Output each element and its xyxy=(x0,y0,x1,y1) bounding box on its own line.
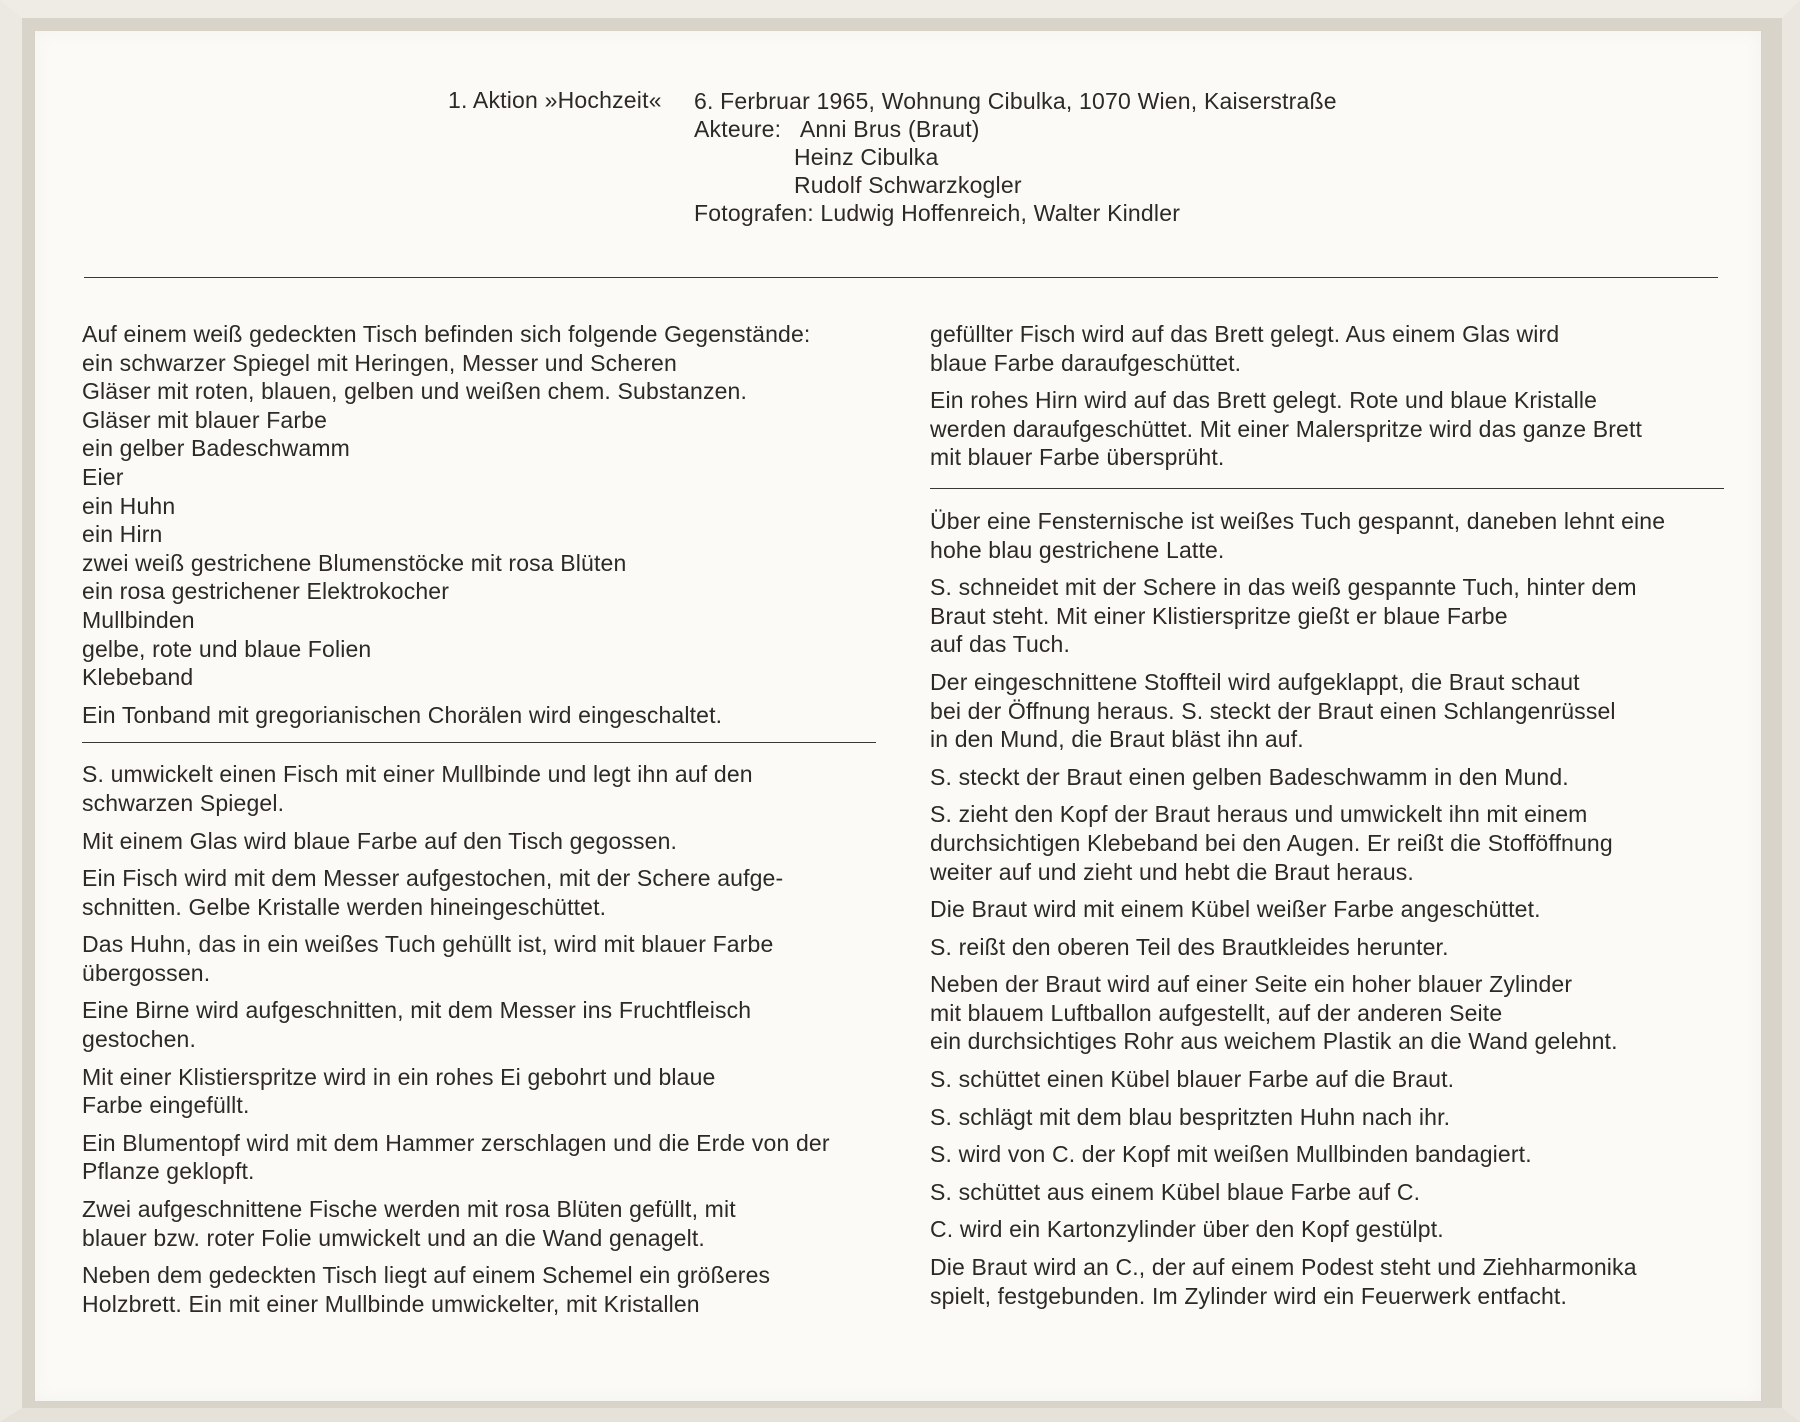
action-paragraph xyxy=(82,827,882,856)
text-line: S. schlägt mit dem blau bespritzten Huhn nach ihr. xyxy=(930,1103,1451,1130)
text-line: Ein Fisch wird mit dem Messer aufgestochen, mit der Schere aufge- xyxy=(82,865,784,892)
objects-intro: Auf einem weiß gedeckten Tisch befinden sich folgende Gegenstände: xyxy=(82,321,811,347)
object-item: Gläser mit roten, blauen, gelben und weißen chem. Substanzen. xyxy=(82,378,748,405)
object-item: ein Huhn xyxy=(82,492,176,519)
text-line: blauer bzw. roter Folie umwickelt und an die Wand genagelt. xyxy=(82,1224,705,1251)
text-line: in den Mund, die Braut bläst ihn auf. xyxy=(930,726,1304,753)
action-paragraph xyxy=(82,930,882,987)
text-line: gefüllter Fisch wird auf das Brett gelegt. Aus einem Glas wird xyxy=(930,321,1560,347)
text-line: C. wird ein Kartonzylinder über den Kopf gestülpt. xyxy=(930,1216,1444,1243)
object-item: ein schwarzer Spiegel mit Heringen, Messer und Scheren xyxy=(82,349,677,376)
text-line: mit blauem Luftballon aufgestellt, auf der anderen Seite xyxy=(930,999,1503,1026)
text-line: gestochen. xyxy=(82,1026,197,1053)
action-paragraph xyxy=(82,760,882,817)
section-divider xyxy=(930,488,1724,489)
document-sheet xyxy=(34,30,1762,1402)
text-line: hohe blau gestrichene Latte. xyxy=(930,536,1225,563)
text-line: S. reißt den oberen Teil des Brautkleides herunter. xyxy=(930,933,1449,960)
text-line: schwarzen Spiegel. xyxy=(82,789,285,816)
text-line: Die Braut wird mit einem Kübel weißer Farbe angeschüttet. xyxy=(930,896,1541,923)
text-line: Farbe eingefüllt. xyxy=(82,1092,250,1119)
object-item: gelbe, rote und blaue Folien xyxy=(82,635,372,662)
object-item: Mullbinden xyxy=(82,606,195,633)
text-line: spielt, festgebunden. Im Zylinder wird ein Feuerwerk entfacht. xyxy=(930,1282,1567,1309)
text-line: übergossen. xyxy=(82,959,211,986)
action-paragraph xyxy=(930,800,1730,886)
action-paragraph xyxy=(930,320,1730,377)
text-line: Der eingeschnittene Stoffteil wird aufgeklappt, die Braut schaut xyxy=(930,668,1580,695)
action-paragraph xyxy=(930,1253,1730,1310)
object-item: ein rosa gestrichener Elektrokocher xyxy=(82,578,450,605)
actions-list xyxy=(82,760,882,1318)
object-item: Klebeband xyxy=(82,664,194,691)
text-line: auf das Tuch. xyxy=(930,631,1071,658)
actor-name: Heinz Cibulka xyxy=(794,144,939,170)
text-line: schnitten. Gelbe Kristalle werden hineingeschüttet. xyxy=(82,893,607,920)
actions-list xyxy=(930,507,1730,1310)
object-item: Eier xyxy=(82,463,124,490)
text-line: werden daraufgeschüttet. Mit einer Malerspritze wird das ganze Brett xyxy=(930,415,1643,442)
tape-note: Ein Tonband mit gregorianischen Chorälen wird eingeschaltet. xyxy=(82,701,723,728)
header-details xyxy=(694,87,1337,227)
text-line: S. wird von C. der Kopf mit weißen Mullbinden bandagiert. xyxy=(930,1141,1532,1168)
continuation-list xyxy=(930,320,1730,472)
action-paragraph xyxy=(930,763,1730,792)
text-line: S. schüttet einen Kübel blauer Farbe auf die Braut. xyxy=(930,1066,1455,1093)
text-line: bei der Öffnung heraus. S. steckt der Braut einen Schlangenrüssel xyxy=(930,697,1616,724)
text-line: S. zieht den Kopf der Braut heraus und umwickelt ihn mit einem xyxy=(930,801,1588,828)
action-paragraph xyxy=(930,1215,1730,1244)
action-paragraph xyxy=(930,970,1730,1056)
text-line: Ein Blumentopf wird mit dem Hammer zerschlagen und die Erde von der xyxy=(82,1129,830,1156)
action-paragraph xyxy=(930,507,1730,564)
header-divider xyxy=(84,277,1718,278)
text-line: Pflanze geklopft. xyxy=(82,1158,255,1185)
text-line: S. schneidet mit der Schere in das weiß gespannte Tuch, hinter dem xyxy=(930,574,1637,601)
text-line: Die Braut wird an C., der auf einem Podest steht und Ziehharmonika xyxy=(930,1254,1637,1281)
text-line: mit blauer Farbe übersprüht. xyxy=(930,444,1225,471)
object-item: ein gelber Badeschwamm xyxy=(82,435,350,462)
action-paragraph xyxy=(82,864,882,921)
action-title: 1. Aktion »Hochzeit« xyxy=(448,87,662,113)
text-line: ein durchsichtiges Rohr aus weichem Plastik an die Wand gelehnt. xyxy=(930,1028,1618,1055)
text-line: weiter auf und zieht und hebt die Braut heraus. xyxy=(930,858,1414,885)
action-paragraph xyxy=(930,573,1730,659)
section-divider xyxy=(82,742,876,743)
text-line: Mit einer Klistierspritze wird in ein rohes Ei gebohrt und blaue xyxy=(82,1063,716,1090)
action-paragraph xyxy=(930,668,1730,754)
text-line: Das Huhn, das in ein weißes Tuch gehüllt ist, wird mit blauer Farbe xyxy=(82,931,774,958)
action-paragraph xyxy=(930,1065,1730,1094)
actor-name: Anni Brus (Braut) xyxy=(799,116,980,142)
text-line: durchsichtigen Klebeband bei den Augen. Er reißt die Stofföffnung xyxy=(930,829,1613,856)
object-item: zwei weiß gestrichene Blumenstöcke mit rosa Blüten xyxy=(82,549,627,576)
text-line: blaue Farbe daraufgeschüttet. xyxy=(930,349,1242,376)
text-line: Neben dem gedeckten Tisch liegt auf einem Schemel ein größeres xyxy=(82,1262,771,1289)
text-line: Eine Birne wird aufgeschnitten, mit dem Messer ins Fruchtfleisch xyxy=(82,997,752,1024)
actors-label: Akteure: xyxy=(694,116,782,142)
right-column xyxy=(930,320,1730,1319)
action-paragraph xyxy=(930,933,1730,962)
date-location: 6. Ferbruar 1965, Wohnung Cibulka, 1070 Wien, Kaiserstraße xyxy=(694,88,1337,114)
action-paragraph xyxy=(930,1178,1730,1207)
action-paragraph xyxy=(82,1195,882,1252)
text-line: Holzbrett. Ein mit einer Mullbinde umwickelter, mit Kristallen xyxy=(82,1290,700,1317)
text-line: S. umwickelt einen Fisch mit einer Mullbinde und legt ihn auf den xyxy=(82,761,753,788)
text-line: Braut steht. Mit einer Klistierspritze gießt er blaue Farbe xyxy=(930,602,1508,629)
text-line: S. schüttet aus einem Kübel blaue Farbe auf C. xyxy=(930,1178,1421,1205)
actors-line xyxy=(694,115,1337,143)
action-paragraph xyxy=(930,386,1730,472)
left-column xyxy=(82,320,882,1327)
action-paragraph xyxy=(82,1129,882,1186)
text-line: Über eine Fensternische ist weißes Tuch gespannt, daneben lehnt eine xyxy=(930,507,1666,534)
action-paragraph xyxy=(930,1103,1730,1132)
action-paragraph xyxy=(82,1261,882,1318)
action-paragraph xyxy=(82,1063,882,1120)
actor-name: Rudolf Schwarzkogler xyxy=(794,172,1022,198)
object-item: ein Hirn xyxy=(82,521,163,548)
text-line: Neben der Braut wird auf einer Seite ein hoher blauer Zylinder xyxy=(930,971,1573,998)
text-line: Zwei aufgeschnittene Fische werden mit rosa Blüten gefüllt, mit xyxy=(82,1196,736,1223)
action-paragraph xyxy=(930,1140,1730,1169)
object-item: Gläser mit blauer Farbe xyxy=(82,406,328,433)
text-line: S. steckt der Braut einen gelben Badeschwamm in den Mund. xyxy=(930,763,1569,790)
photographers-line: Fotografen: Ludwig Hoffenreich, Walter Kindler xyxy=(694,200,1181,226)
objects-list xyxy=(82,320,882,692)
action-paragraph xyxy=(930,895,1730,924)
action-paragraph xyxy=(82,996,882,1053)
text-line: Ein rohes Hirn wird auf das Brett gelegt. Rote und blaue Kristalle xyxy=(930,387,1598,414)
text-line: Mit einem Glas wird blaue Farbe auf den Tisch gegossen. xyxy=(82,827,678,854)
